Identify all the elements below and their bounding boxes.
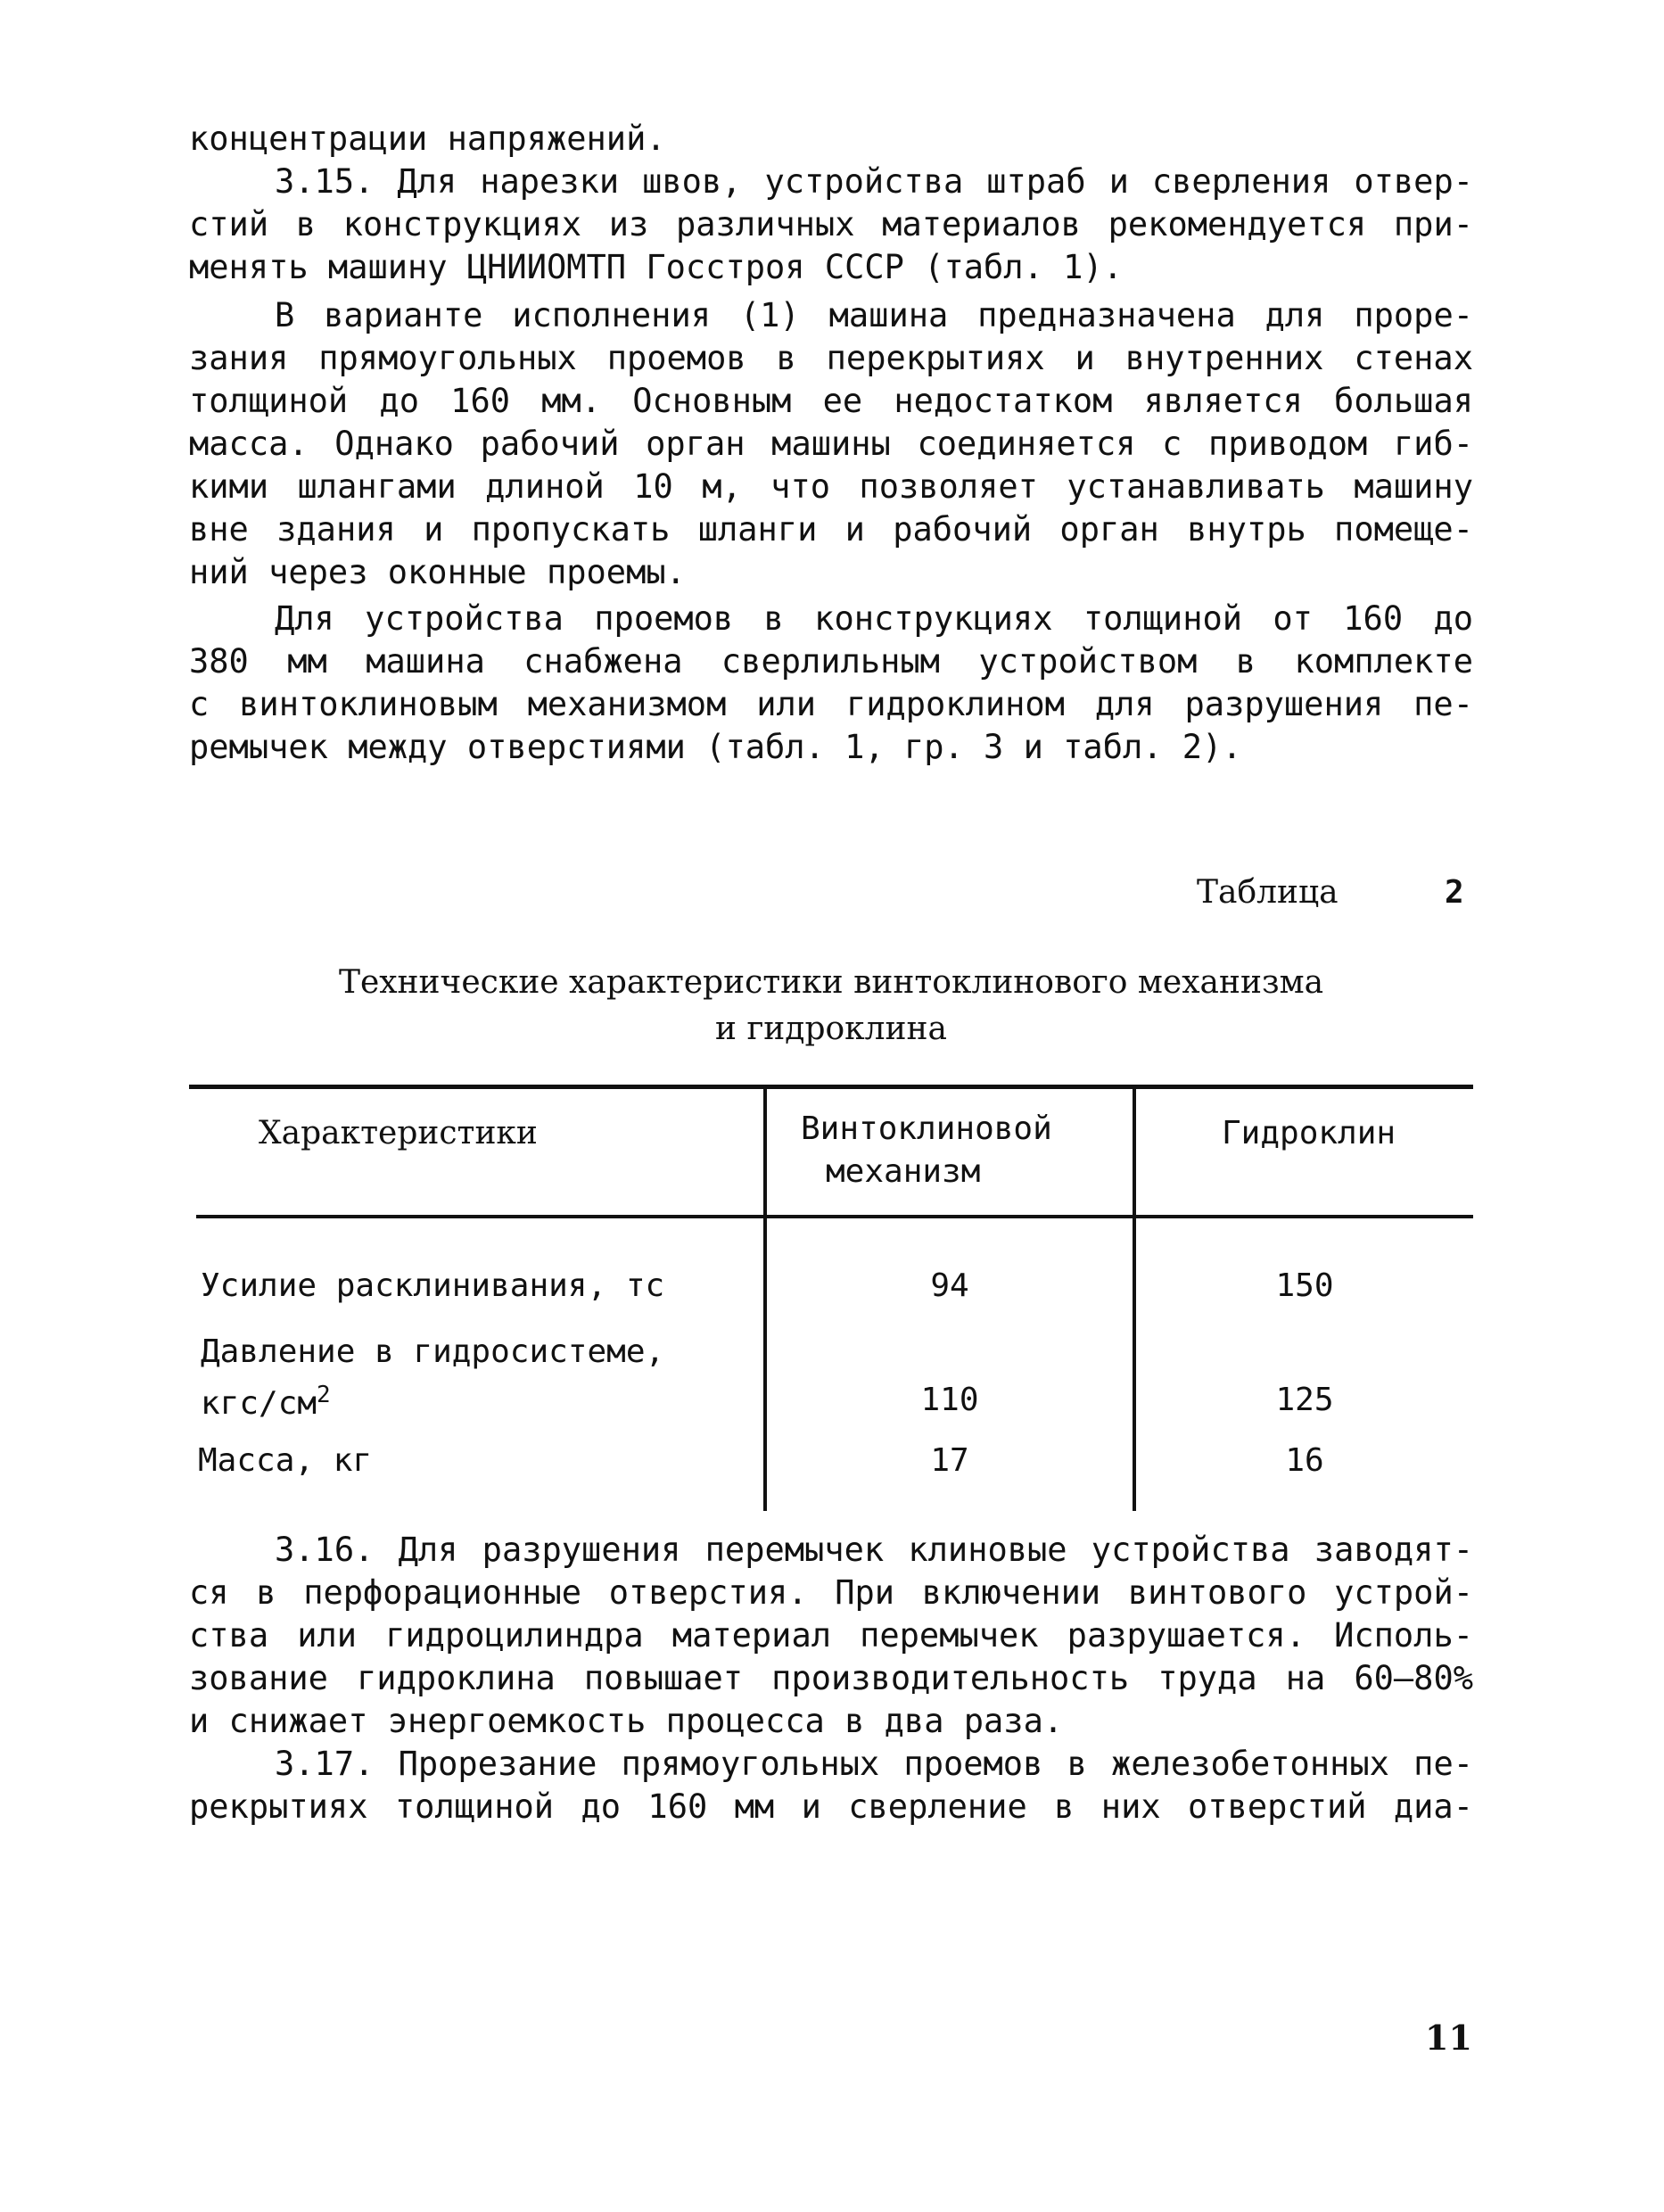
text-line: 3.15. Для нарезки швов, устройства штраб и сверления отвер- xyxy=(275,162,1473,201)
text-line: 380 мм машина снабжена сверлильным устройством в комплекте xyxy=(189,642,1473,681)
row-label-pressure: Давление в гидросистеме, кгс/$см^2$ xyxy=(201,1333,665,1422)
text-line: 3.17. Прорезание прямоугольных проемов в железобетонных пе- xyxy=(275,1745,1473,1783)
table-label: Таблица xyxy=(1197,874,1339,911)
text-line: толщиной до 160 мм. Основным ее недостатком является большая xyxy=(189,382,1473,420)
text-line: масса. Однако рабочий орган машины соединяется с приводом гиб- xyxy=(189,425,1473,463)
table-cell-value: 94 xyxy=(930,1267,969,1304)
text-line: ся в перфорационные отверстия. При включении винтового устрой- xyxy=(189,1573,1473,1612)
column-header-screw-wedge: Винтоклиновой механизм xyxy=(801,1110,1052,1190)
text-line: ний через оконные проемы. xyxy=(189,553,686,591)
paragraph-variant xyxy=(189,294,1473,594)
text-line: зование гидроклина повышает производительность труда на 60–80% xyxy=(189,1659,1473,1697)
text-line: стий в конструкциях из различных материалов рекомендуется при- xyxy=(189,205,1473,243)
table-title xyxy=(189,960,1473,1052)
column-header-hydrowedge: Гидроклин xyxy=(1222,1115,1396,1151)
text-line: Для устройства проемов в конструкциях толщиной от 160 до xyxy=(275,599,1473,638)
table-cell-value: 16 xyxy=(1285,1442,1324,1479)
text-block-top xyxy=(189,118,1473,289)
table-header-rule xyxy=(196,1215,1473,1218)
table-cell-value: 110 xyxy=(920,1382,979,1418)
table-title-line: Технические характеристики винтоклинового механизма xyxy=(338,964,1324,1001)
paragraph-3-16 xyxy=(189,1529,1473,1743)
table-number: 2 xyxy=(1445,874,1464,911)
text-line: ремычек между отверстиями (табл. 1, гр. 3 и табл. 2). xyxy=(189,728,1242,766)
text-line: 3.16. Для разрушения перемычек клиновые устройства заводят- xyxy=(275,1531,1473,1569)
table-cell-value: 125 xyxy=(1275,1382,1334,1418)
text-line: концентрации напряжений. xyxy=(189,120,666,158)
text-line: кими шлангами длиной 10 м, что позволяет устанавливать машину xyxy=(189,467,1473,506)
text-line: с винтоклиновым механизмом или гидроклином для разрушения пе- xyxy=(189,685,1473,723)
text-line: и снижает энергоемкость процесса в два раза. xyxy=(189,1702,1064,1740)
paragraph-3-17 xyxy=(189,1743,1473,1828)
row-label-mass: Масса, кг xyxy=(198,1442,373,1479)
text-line: вне здания и пропускать шланги и рабочий орган внутрь помеще- xyxy=(189,510,1473,549)
paragraph-openings xyxy=(189,598,1473,769)
column-header-characteristics: Характеристики xyxy=(259,1115,538,1151)
text-line: зания прямоугольных проемов в перекрытиях и внутренних стенах xyxy=(189,339,1473,377)
page-number: 11 xyxy=(1425,2018,1472,2058)
text-line: менять машину ЦНИИОМТП Госстроя СССР (табл. 1). xyxy=(189,248,1123,286)
table-cell-value: 150 xyxy=(1275,1267,1334,1304)
text-line: ства или гидроцилиндра материал перемычек разрушается. Исполь- xyxy=(189,1616,1473,1655)
row-label-splitting-force: Усилие расклинивания, тс xyxy=(201,1267,665,1304)
text-line: В варианте исполнения (1) машина предназначена для проре- xyxy=(275,296,1473,334)
table-cell-value: 17 xyxy=(930,1442,969,1479)
table-title-line: и гидроклина xyxy=(715,1011,947,1047)
text-line: рекрытиях толщиной до 160 мм и сверление в них отверстий диа- xyxy=(189,1787,1473,1826)
table-top-rule xyxy=(189,1085,1473,1089)
